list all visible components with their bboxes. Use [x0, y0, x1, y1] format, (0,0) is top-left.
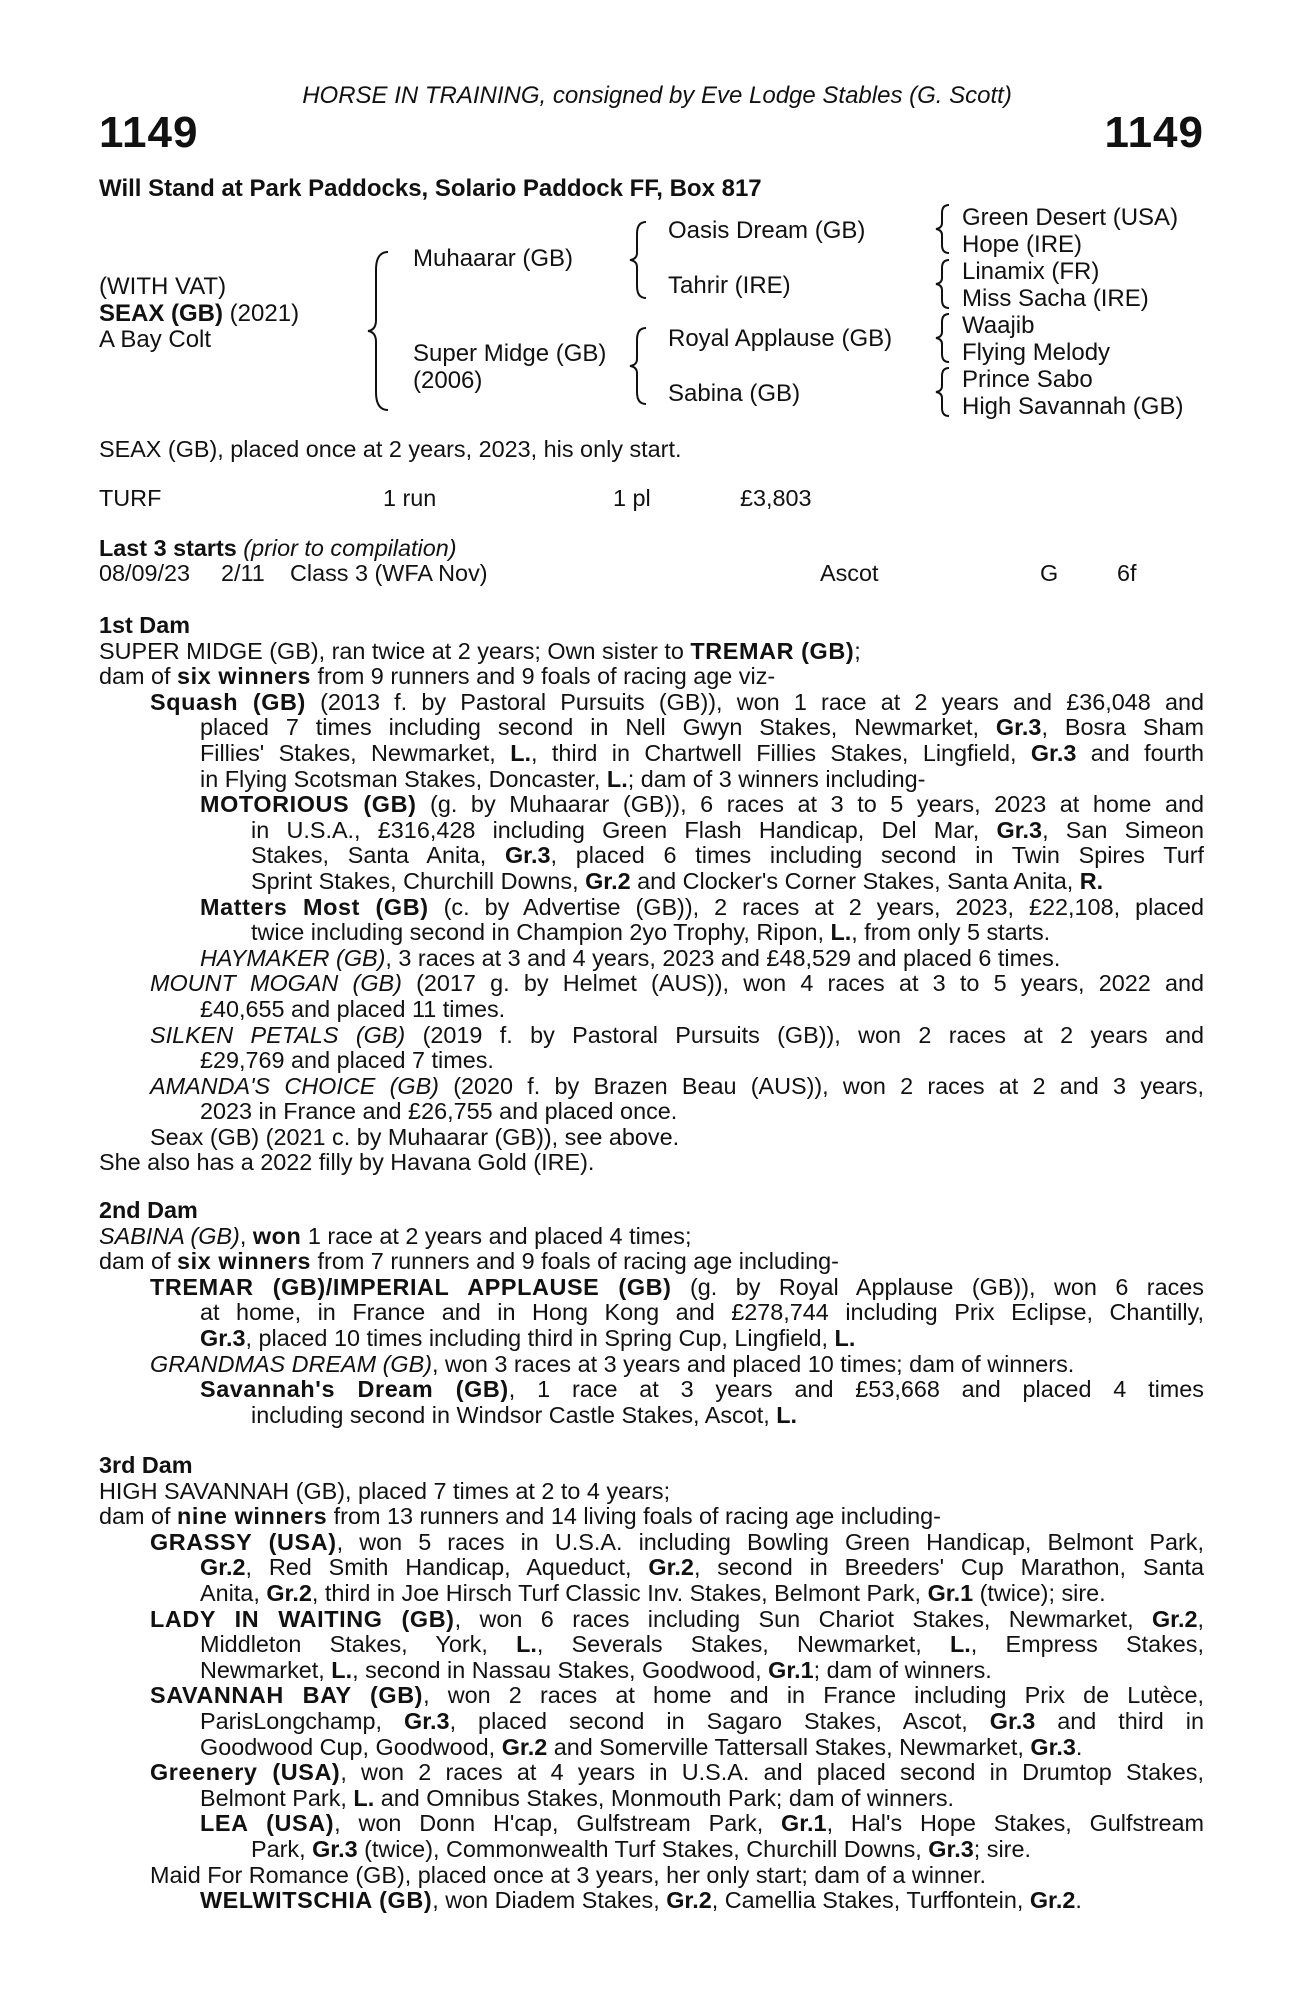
third-dam-section — [99, 1453, 1204, 1914]
text: from 9 runners and 9 foals of racing age viz- — [311, 663, 776, 690]
text: , won 6 races including Sun Chariot Stakes, Newmarket, — [454, 1605, 1152, 1632]
grade: L. — [510, 739, 531, 766]
horse-name: MOTORIOUS (GB) — [200, 791, 417, 818]
pedigree-g3-6: Flying Melody — [962, 339, 1111, 366]
grade: L. — [516, 1631, 537, 1658]
produce-savannah-bay-2 — [99, 1709, 1204, 1735]
text: including second in Windsor Castle Stakes, Ascot, — [251, 1401, 777, 1428]
last-starts-note: (prior to compilation) — [236, 535, 457, 561]
vat-note: (WITH VAT) — [99, 273, 227, 300]
horse-name: SAVANNAH BAY (GB) — [150, 1682, 424, 1709]
pedigree-brace-g3 — [934, 312, 956, 364]
text: Fillies' Stakes, Newmarket, — [200, 739, 511, 766]
grade: Gr.3 — [928, 1835, 974, 1862]
text: SUPER MIDGE (GB), ran twice at 2 years; Own sister to — [99, 637, 691, 664]
grade: Gr.2 — [501, 1733, 548, 1760]
start-race: Class 3 (WFA Nov) — [290, 560, 488, 586]
grade: Gr.3 — [504, 842, 551, 869]
second-dam-produce-line — [99, 1249, 1204, 1275]
pedigree-g3-5: Waajib — [962, 312, 1035, 339]
text: dam of — [99, 1503, 178, 1530]
horse-name: GRANDMAS DREAM (GB) — [150, 1350, 433, 1377]
text: dam of — [99, 1248, 178, 1275]
produce-matters-most — [99, 895, 1204, 921]
text: , — [1197, 1605, 1204, 1632]
horse-name: HAYMAKER (GB) — [200, 944, 386, 971]
text: Sprint Stakes, Churchill Downs, — [251, 867, 586, 894]
text: , — [239, 1222, 253, 1249]
horse-name: TREMAR (GB)/IMPERIAL APPLAUSE (GB) — [150, 1273, 672, 1300]
horse-name-line — [99, 300, 299, 328]
grade: L. — [331, 1656, 353, 1683]
grade: L. — [776, 1401, 798, 1428]
text: Middleton Stakes, York, — [200, 1631, 517, 1658]
start-course: Ascot — [820, 560, 879, 586]
text: Stakes, Santa Anita, — [251, 842, 505, 869]
grade: Gr.2 — [1029, 1887, 1076, 1914]
produce-grassy — [99, 1530, 1204, 1556]
text: placed 7 times including second in Nell Gwyn Stakes, Newmarket, — [200, 714, 996, 741]
text: (twice); sire. — [973, 1579, 1106, 1606]
consignor-line: HORSE IN TRAINING, consigned by Eve Lodge Stables (G. Scott) — [302, 82, 1012, 109]
text: (g. by Muhaarar (GB)), 6 races at 3 to 5 years, 2023 at home and — [416, 791, 1204, 818]
pedigree-brace-g1 — [934, 203, 956, 255]
pedigree-dam-year: (2006) — [413, 367, 483, 394]
produce-savannahs-dream — [99, 1377, 1204, 1403]
text: and fourth — [1076, 739, 1204, 766]
grade: Gr.3 — [996, 816, 1043, 843]
horse-name: Matters Most (GB) — [200, 893, 429, 920]
horse-name: LADY IN WAITING (GB) — [150, 1605, 455, 1632]
text: dam of — [99, 663, 178, 690]
text: Goodwood Cup, Goodwood, — [200, 1733, 502, 1760]
produce-filly-note: She also has a 2022 filly by Havana Gold (IRE). — [99, 1149, 595, 1176]
horse-name: SEAX (GB) — [99, 300, 224, 327]
text: Newmarket, — [200, 1656, 332, 1683]
won: won — [252, 1222, 302, 1249]
produce-squash-2 — [99, 715, 1204, 741]
grade: L. — [606, 765, 628, 792]
produce-lea-2 — [99, 1837, 1204, 1863]
pedigree-dam-sire: Royal Applause (GB) — [668, 325, 893, 352]
first-dam-line — [99, 639, 1204, 665]
grade: Gr.1 — [781, 1810, 827, 1837]
text: from 13 runners and 14 living foals of racing age including- — [327, 1503, 941, 1530]
grade: Gr.2 — [585, 867, 631, 894]
horse-name: SILKEN PETALS (GB) — [150, 1021, 406, 1048]
record-earnings: £3,803 — [740, 485, 812, 511]
pedigree-g3-2: Hope (IRE) — [962, 231, 1083, 258]
produce-tremar — [99, 1275, 1204, 1301]
pedigree-dam-dam: Sabina (GB) — [668, 380, 801, 407]
text: . — [1075, 1733, 1083, 1760]
text: Park, — [251, 1835, 313, 1862]
grade: Gr.2 — [266, 1579, 312, 1606]
horse-name: LEA (USA) — [200, 1810, 335, 1837]
grade: Gr.1 — [927, 1579, 974, 1606]
text: Anita, — [200, 1579, 267, 1606]
produce-mount-mogan — [99, 971, 1204, 997]
pedigree-g3-8: High Savannah (GB) — [962, 393, 1184, 420]
text: , 3 races at 3 and 4 years, 2023 and £48,529 and placed 6 times. — [385, 944, 1061, 971]
pedigree-brace-g2 — [934, 258, 956, 310]
second-dam-heading: 2nd Dam — [99, 1197, 198, 1223]
horse-name: GRASSY (USA) — [150, 1528, 337, 1555]
produce-mount-mogan-2: £40,655 and placed 11 times. — [200, 995, 506, 1022]
produce-lady-in-waiting-2 — [99, 1632, 1204, 1658]
horse-name: AMANDA'S CHOICE (GB) — [150, 1072, 439, 1099]
produce-greenery — [99, 1760, 1204, 1786]
text: , third in Joe Hirsch Turf Classic Inv. Stakes, Belmont Park, — [311, 1579, 928, 1606]
lot-number-right: 1149 — [1104, 108, 1204, 157]
pedigree-dam: Super Midge (GB) — [413, 340, 607, 367]
text: , 1 race at 3 years and £53,668 and placed 4 times — [508, 1376, 1204, 1403]
last-starts-title: Last 3 starts — [99, 535, 237, 561]
produce-lady-in-waiting-3 — [99, 1658, 1204, 1684]
start-date: 08/09/23 — [99, 560, 191, 586]
grade: Gr.2 — [648, 1554, 694, 1581]
second-dam-section — [99, 1198, 1204, 1428]
horse-name: Savannah's Dream (GB) — [200, 1376, 509, 1403]
start-distance: 6f — [1117, 560, 1137, 586]
record-surface: TURF — [99, 485, 162, 511]
produce-savannahs-dream-2 — [99, 1403, 1204, 1429]
grade: Gr.3 — [312, 1835, 358, 1862]
start-going: G — [1040, 560, 1059, 586]
first-dam-section — [99, 613, 1204, 1176]
pedigree-g3-4: Miss Sacha (IRE) — [962, 285, 1149, 312]
text: (2013 f. by Pastoral Pursuits (GB)), won 1 race at 2 years and £36,048 and — [305, 688, 1204, 715]
grade: R. — [1079, 867, 1104, 894]
produce-lady-in-waiting — [99, 1607, 1204, 1633]
pedigree-brace-g4 — [934, 366, 956, 418]
pedigree-g3-3: Linamix (FR) — [962, 258, 1100, 285]
produce-squash-3 — [99, 741, 1204, 767]
text: , Bosra Sham — [1041, 714, 1204, 741]
record-runs: 1 run — [383, 485, 437, 511]
produce-motorious-3 — [99, 843, 1204, 869]
text: and third in — [1035, 1707, 1205, 1734]
produce-squash-4 — [99, 767, 1204, 793]
second-dam-line — [99, 1224, 1204, 1250]
third-dam-heading: 3rd Dam — [99, 1452, 193, 1478]
text: (g. by Royal Applause (GB)), won 6 races — [671, 1273, 1204, 1300]
winners-count: six winners — [177, 663, 312, 690]
text: , Red Smith Handicap, Aqueduct, — [245, 1554, 649, 1581]
grade: Gr.3 — [1030, 739, 1077, 766]
produce-tremar-3 — [99, 1326, 1204, 1352]
winners-count: nine winners — [177, 1503, 328, 1530]
produce-amandas-choice-2: 2023 in France and £26,755 and placed once. — [200, 1098, 678, 1125]
produce-grassy-3 — [99, 1581, 1204, 1607]
text: from 7 runners and 9 foals of racing age including- — [311, 1248, 839, 1275]
grade: Gr.2 — [200, 1554, 246, 1581]
grade: L. — [834, 1324, 856, 1351]
last-starts-heading — [99, 536, 457, 562]
produce-grandmas-dream — [99, 1352, 1204, 1378]
horse-description: A Bay Colt — [99, 326, 212, 353]
text: , won 2 races at home and in France including Prix de Lutèce, — [423, 1682, 1204, 1709]
text: , won 5 races in U.S.A. including Bowling Green Handicap, Belmont Park, — [336, 1528, 1205, 1555]
tremar-ref: TREMAR (GB) — [690, 637, 855, 664]
produce-matters-most-2 — [99, 920, 1204, 946]
produce-motorious-4 — [99, 869, 1204, 895]
text: and Omnibus Stakes, Monmouth Park; dam of winners. — [374, 1784, 955, 1811]
produce-silken-petals-2: £29,769 and placed 7 times. — [200, 1047, 494, 1074]
text: , won 2 races at 4 years in U.S.A. and placed second in Drumtop Stakes, — [340, 1759, 1204, 1786]
text: , Camellia Stakes, Turffontein, — [711, 1887, 1030, 1914]
grade: Gr.3 — [404, 1707, 450, 1734]
first-dam-heading: 1st Dam — [99, 612, 191, 638]
text: (2019 f. by Pastoral Pursuits (GB)), won 2 races at 2 years and — [405, 1021, 1205, 1048]
produce-haymaker — [99, 946, 1204, 972]
text: ParisLongchamp, — [200, 1707, 405, 1734]
text: , San Simeon — [1042, 816, 1204, 843]
grade: L. — [353, 1784, 375, 1811]
produce-squash — [99, 690, 1204, 716]
text: , placed second in Sagaro Stakes, Ascot, — [449, 1707, 990, 1734]
text: ; dam of 3 winners including- — [627, 765, 926, 792]
grade: Gr.1 — [768, 1656, 814, 1683]
grade: Gr.3 — [995, 714, 1042, 741]
text: , won Diadem Stakes, — [432, 1887, 667, 1914]
pedigree-sire: Muhaarar (GB) — [413, 245, 574, 272]
text: and Somerville Tattersall Stakes, Newmarket, — [547, 1733, 1031, 1760]
pedigree-g3-7: Prince Sabo — [962, 366, 1093, 393]
first-dam-produce-line — [99, 664, 1204, 690]
horse-name: MOUNT MOGAN (GB) — [150, 970, 402, 997]
text: 1 race at 2 years and placed 4 times; — [301, 1222, 692, 1249]
pedigree-sire-dam: Tahrir (IRE) — [668, 272, 791, 299]
text: ; sire. — [973, 1835, 1031, 1862]
text: , placed 6 times including second in Twin Spires Turf — [550, 842, 1204, 869]
grade: L. — [950, 1631, 971, 1658]
horse-name: WELWITSCHIA (GB) — [200, 1887, 433, 1914]
text: , second in Breeders' Cup Marathon, Santa — [693, 1554, 1204, 1581]
text: twice including second in Champion 2yo Trophy, Ripon, — [251, 919, 831, 946]
text: (2020 f. by Brazen Beau (AUS)), won 2 races at 2 and 3 years, — [438, 1072, 1205, 1099]
grade: Gr.3 — [1030, 1733, 1076, 1760]
produce-welwitschia — [99, 1888, 1204, 1914]
produce-lea — [99, 1811, 1204, 1837]
text: in U.S.A., £316,428 including Green Flash Handicap, Del Mar, — [251, 816, 997, 843]
third-dam-produce-line — [99, 1504, 1204, 1530]
produce-silken-petals — [99, 1023, 1204, 1049]
horse-year: (2021) — [223, 300, 300, 327]
record-placed: 1 pl — [613, 485, 651, 511]
produce-savannah-bay — [99, 1683, 1204, 1709]
produce-seax: Seax (GB) (2021 c. by Muhaarar (GB)), see above. — [150, 1123, 680, 1150]
text: (c. by Advertise (GB)), 2 races at 2 years, 2023, £22,108, placed — [428, 893, 1204, 920]
pedigree-g3-1: Green Desert (USA) — [962, 204, 1179, 231]
text: (twice), Commonwealth Turf Stakes, Churchill Downs, — [357, 1835, 929, 1862]
grade: L. — [830, 919, 852, 946]
produce-tremar-2: at home, in France and in Hong Kong and £278,744 including Prix Eclipse, Chantilly, — [200, 1299, 1204, 1326]
text: (2017 g. by Helmet (AUS)), won 4 races at 3 to 5 years, 2022 and — [401, 970, 1204, 997]
dam-name: SABINA (GB) — [99, 1222, 240, 1249]
grade: Gr.3 — [200, 1324, 246, 1351]
pedigree-sire-sire: Oasis Dream (GB) — [668, 217, 866, 244]
produce-amandas-choice — [99, 1074, 1204, 1100]
text: , Severals Stakes, Newmarket, — [536, 1631, 950, 1658]
horse-name: Squash (GB) — [150, 688, 306, 715]
pedigree-brace-dam — [628, 326, 654, 406]
text: , second in Nassau Stakes, Goodwood, — [352, 1656, 769, 1683]
text: in Flying Scotsman Stakes, Doncaster, — [200, 765, 607, 792]
grade: Gr.2 — [1151, 1605, 1198, 1632]
text: , won Donn H'cap, Gulfstream Park, — [334, 1810, 782, 1837]
pedigree-brace-main — [366, 250, 396, 412]
lot-number-left: 1149 — [99, 108, 199, 157]
third-dam-line: HIGH SAVANNAH (GB), placed 7 times at 2 to 4 years; — [99, 1477, 671, 1504]
text: , third in Chartwell Fillies Stakes, Lingfield, — [531, 739, 1031, 766]
grade: Gr.2 — [666, 1887, 712, 1914]
text: , placed 10 times including third in Spring Cup, Lingfield, — [245, 1324, 835, 1351]
race-summary: SEAX (GB), placed once at 2 years, 2023, his only start. — [99, 436, 682, 462]
produce-motorious — [99, 792, 1204, 818]
produce-grassy-2 — [99, 1555, 1204, 1581]
text: and Clocker's Corner Stakes, Santa Anita, — [630, 867, 1080, 894]
produce-greenery-2 — [99, 1786, 1204, 1812]
start-position: 2/11 — [221, 560, 265, 586]
text: , won 3 races at 3 years and placed 10 times; dam of winners. — [432, 1350, 1075, 1377]
stand-location: Will Stand at Park Paddocks, Solario Paddock FF, Box 817 — [99, 175, 762, 202]
produce-motorious-2 — [99, 818, 1204, 844]
winners-count: six winners — [177, 1248, 312, 1275]
text: , Empress Stakes, — [970, 1631, 1204, 1658]
horse-name: Greenery (USA) — [150, 1759, 341, 1786]
text: , from only 5 starts. — [851, 919, 1051, 946]
text: . — [1075, 1887, 1082, 1914]
grade: Gr.3 — [989, 1707, 1036, 1734]
text: ; — [854, 637, 861, 664]
text: , Hal's Hope Stakes, Gulfstream — [826, 1810, 1204, 1837]
text: ; dam of winners. — [813, 1656, 992, 1683]
text: Belmont Park, — [200, 1784, 354, 1811]
produce-maid-for-romance: Maid For Romance (GB), placed once at 3 years, her only start; dam of a winner. — [150, 1861, 986, 1888]
produce-savannah-bay-3 — [99, 1735, 1204, 1761]
pedigree-brace-sire — [628, 220, 654, 300]
